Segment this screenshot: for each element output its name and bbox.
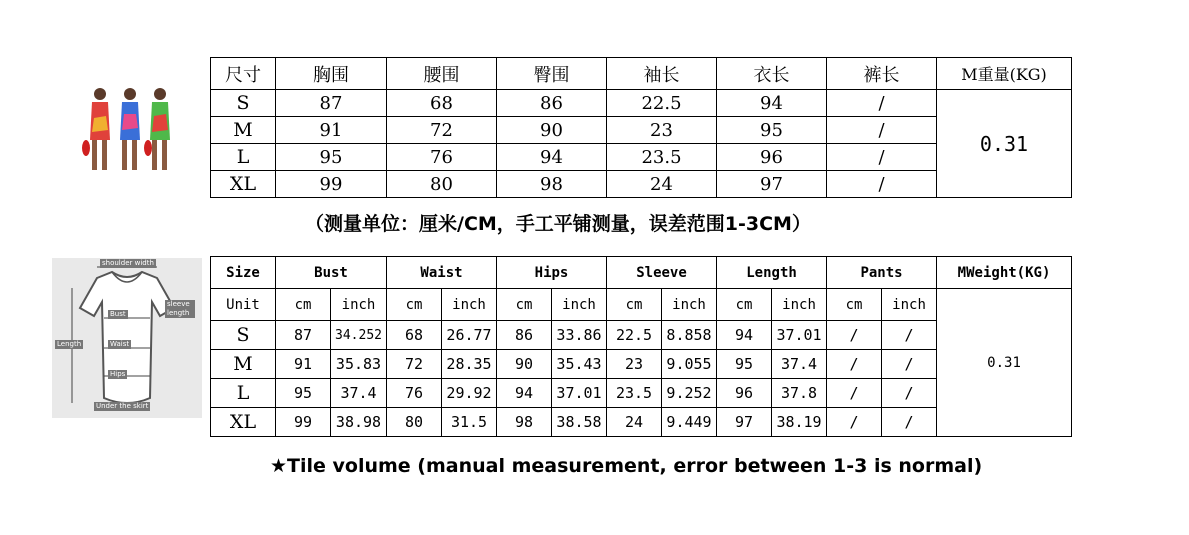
header-cell: Length [717,257,827,289]
model-red [82,88,110,170]
table-cell: 35.83 [331,350,387,379]
unit-cell: cm [607,289,662,321]
diagram-label-skirt: Under the skirt [96,402,149,410]
table-cell: 37.4 [772,350,827,379]
header-cell: MWeight(KG) [937,257,1072,289]
table-header-row [211,58,1072,90]
table-cell: 22.5 [607,90,717,117]
table-row [211,90,1072,117]
table-header-row [211,257,1072,289]
table-cell: 24 [607,171,717,198]
table-cell: 23.5 [607,379,662,408]
table-cell: 97 [717,408,772,437]
table-cell: 98 [497,171,607,198]
header-cell: Hips [497,257,607,289]
size-cell: XL [211,408,276,437]
table-cell: 97 [717,171,827,198]
table-cell: 38.19 [772,408,827,437]
size-cell: S [211,321,276,350]
table-cell: / [882,379,937,408]
header-cell: 袖长 [607,58,717,90]
table-cell: / [827,144,937,171]
table-cell: 72 [387,350,442,379]
table-cell: 98 [497,408,552,437]
unit-cell: inch [882,289,937,321]
table-cell: 94 [717,90,827,117]
table-cell: 22.5 [607,321,662,350]
table-cell: / [827,171,937,198]
unit-cell: inch [772,289,827,321]
unit-label-cell: Unit [211,289,276,321]
size-cell: XL [211,171,276,198]
table-cell: / [827,90,937,117]
table-cell: 95 [717,350,772,379]
table-cell: 9.449 [662,408,717,437]
table-cell: / [882,350,937,379]
table-cell: 87 [276,90,387,117]
unit-cell: cm [827,289,882,321]
size-table-english [210,256,1072,437]
diagram-label-shoulder: shoulder width [102,259,154,267]
table-cell: 33.86 [552,321,607,350]
table-cell: 26.77 [442,321,497,350]
size-cell: L [211,144,276,171]
table-cell: 23 [607,117,717,144]
table-cell: 34.252 [331,321,387,350]
table-cell: 9.055 [662,350,717,379]
table-cell: 95 [276,379,331,408]
diagram-label-hips: Hips [110,370,126,378]
table-cell: 86 [497,90,607,117]
table-cell: 94 [497,379,552,408]
table-cell: / [882,321,937,350]
table-cell: 76 [387,379,442,408]
table-cell: 80 [387,171,497,198]
unit-cell: inch [552,289,607,321]
measurement-note-chinese: （测量单位：厘米/CM，手工平铺测量，误差范围1-3CM） [305,213,811,235]
header-cell: Size [211,257,276,289]
diagram-label-length: Length [57,340,82,348]
table-cell: 38.58 [552,408,607,437]
header-cell: 臀围 [497,58,607,90]
model-green [144,88,170,170]
table-cell: 94 [717,321,772,350]
table-cell: 29.92 [442,379,497,408]
table-cell: 99 [276,408,331,437]
table-cell: 23 [607,350,662,379]
table-cell: 96 [717,144,827,171]
table-cell: 28.35 [442,350,497,379]
diagram-label-bust: Bust [110,310,126,318]
size-cell: S [211,90,276,117]
table-cell: 72 [387,117,497,144]
header-cell: 尺寸 [211,58,276,90]
table-cell: 86 [497,321,552,350]
table-cell: / [827,321,882,350]
table-cell: 68 [387,321,442,350]
diagram-label-waist: Waist [110,340,130,348]
model-blue [120,88,140,170]
table-cell: 99 [276,171,387,198]
table-cell: 9.252 [662,379,717,408]
unit-cell: cm [276,289,331,321]
unit-cell: inch [442,289,497,321]
diagram-label-sleeve: sleeve length [165,300,195,318]
table-cell: 91 [276,350,331,379]
table-cell: 24 [607,408,662,437]
size-cell: M [211,117,276,144]
table-cell: / [827,379,882,408]
weight-cell: 0.31 [937,289,1072,437]
header-cell: 裤长 [827,58,937,90]
table-cell: 94 [497,144,607,171]
product-models-image [78,78,186,186]
unit-cell: cm [497,289,552,321]
size-cell: L [211,379,276,408]
header-cell: 衣长 [717,58,827,90]
table-cell: 76 [387,144,497,171]
size-table-chinese [210,57,1072,198]
table-cell: 37.01 [772,321,827,350]
table-cell: 95 [276,144,387,171]
table-cell: / [827,350,882,379]
table-cell: 35.43 [552,350,607,379]
measurement-note-english: ★Tile volume (manual measurement, error between 1-3 is normal) [270,455,983,477]
table-cell: 8.858 [662,321,717,350]
measurement-diagram [52,258,202,418]
table-cell: 37.8 [772,379,827,408]
table-cell: 90 [497,350,552,379]
unit-row [211,289,1072,321]
dress-outline-icon [52,258,202,418]
table-cell: 68 [387,90,497,117]
table-cell: 38.98 [331,408,387,437]
table-cell: 96 [717,379,772,408]
weight-cell: 0.31 [937,90,1072,198]
table-cell: 95 [717,117,827,144]
table-cell: / [882,408,937,437]
unit-cell: cm [717,289,772,321]
header-cell: Waist [387,257,497,289]
unit-cell: cm [387,289,442,321]
header-cell: 胸围 [276,58,387,90]
table-cell: 37.4 [331,379,387,408]
table-cell: 80 [387,408,442,437]
header-cell: Pants [827,257,937,289]
table-cell: 31.5 [442,408,497,437]
unit-cell: inch [331,289,387,321]
header-cell: Bust [276,257,387,289]
table-cell: 37.01 [552,379,607,408]
table-cell: 91 [276,117,387,144]
table-cell: 23.5 [607,144,717,171]
header-cell: Sleeve [607,257,717,289]
header-cell: M重量(KG) [937,58,1072,90]
table-cell: / [827,408,882,437]
header-cell: 腰围 [387,58,497,90]
table-cell: / [827,117,937,144]
size-cell: M [211,350,276,379]
table-cell: 87 [276,321,331,350]
unit-cell: inch [662,289,717,321]
table-cell: 90 [497,117,607,144]
